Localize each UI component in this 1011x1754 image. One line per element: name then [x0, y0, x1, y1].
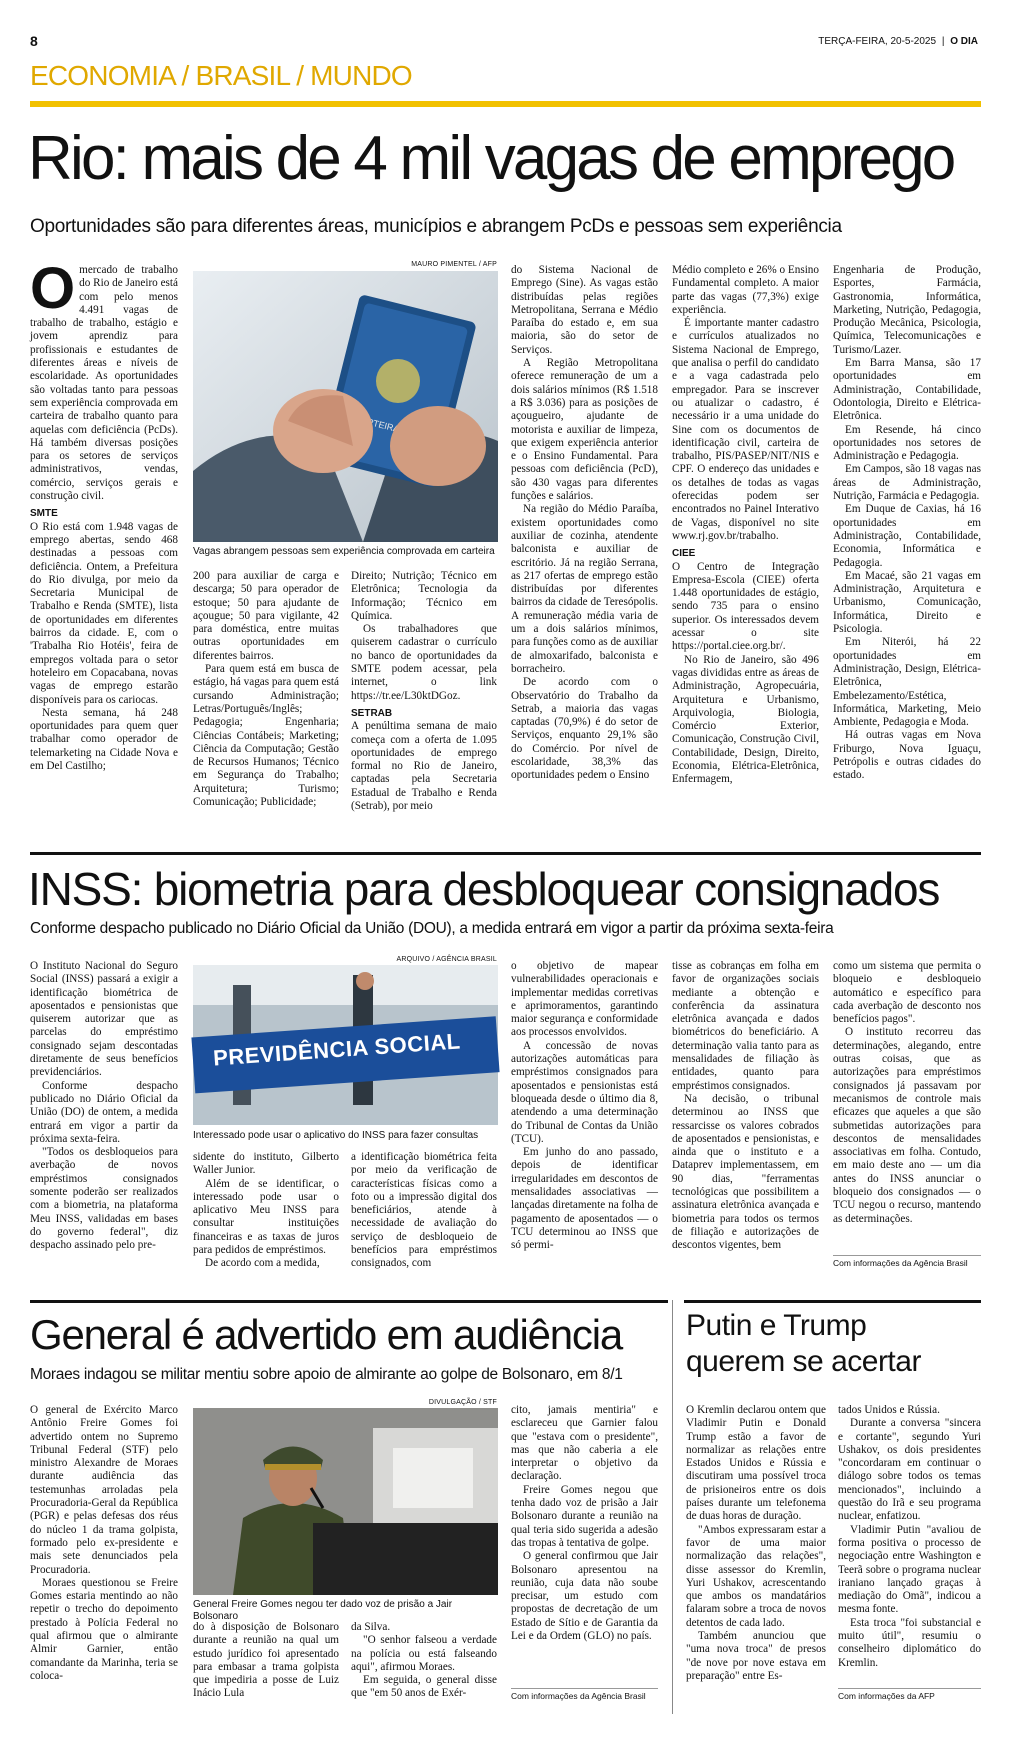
- subhead-ciee: CIEE: [672, 548, 696, 560]
- paragraph: Esta troca "foi substancial e muito útil", resumiu o conselheiro diplomático do Kremlin.: [838, 1616, 981, 1669]
- paragraph: É importante manter cadastro e currículos atualizados no Sistema Nacional de Emprego, que analisa o perfil do candidato e a vaga cadastrada pelo empregador. Para se inscrever ou atualizar o cadastro, é necessário ir a uma unidade do Sine com os documentos de identificação civil, carteira de trabalho, PIS/PASEP/NIT/NIS e CPF. O endereço das unidades e os detalhes de todas as vagas oferecidas podem ser encontrados no Painel Interativo de Vagas, disponível no site www.rj.gov.br/trabalho.: [672, 317, 819, 542]
- paragraph: cito, jamais mentiria" e esclareceu que Garnier falou que "estava com o presidente", mas que não caberia a ele interpretar o objetivo da declaração.: [511, 1404, 658, 1483]
- photo-caption: Interessado pode usar o aplicativo do INSS para fazer consultas: [193, 1130, 479, 1141]
- paragraph: a identificação biométrica feita por meio da verificação de características físicas como a foto ou a impressão digital dos beneficiários, atende à necessidade de avaliação do serviço de desbloqueio de benefícios para empréstimos consignados, com: [351, 1151, 497, 1270]
- paragraph: "Ambos expressaram estar a favor de uma maior normalização das relações", disse assessor do Kremlin, Yuri Ushakov, acrescentando que ambos os mandatários falaram sobre a troca de novos detentos de cada lado.: [686, 1523, 826, 1629]
- paragraph: Em Campos, são 18 vagas nas áreas de Administração, Nutrição, Farmácia e Pedagogia.: [833, 463, 981, 503]
- story-divider: [684, 1300, 981, 1303]
- story1-deck: Oportunidades são para diferentes áreas, municípios e abrangem PcDs e pessoas sem experiência: [30, 216, 842, 237]
- story2-column-2: [193, 1151, 339, 1270]
- paragraph: Freire Gomes negou que tenha dado voz de prisão a Jair Bolsonaro durante a reunião na qual teria sido sugerida a adesão das tropas à tentativa de golpe.: [511, 1483, 658, 1549]
- paragraph: Na decisão, o tribunal determinou ao INSS que ressarcisse os valores cobrados de aposentados e pensionistas, e ainda que o instituto e a Dataprev implementassem, em 90 dias, "ferramentas tecnológicas que possibilitem a assinatura eletrônica avançada e biometria para todos os termos de filiação e autorizações de descontos vigentes, bem: [672, 1092, 819, 1252]
- photo-credit: ARQUIVO / AGÊNCIA BRASIL: [396, 956, 497, 963]
- paragraph: O Instituto Nacional do Seguro Social (INSS) passará a exigir a identificação biométrica de aposentados e pensionistas que quiserem autorizar que as parcelas do empréstimo consignado sejam descontadas diretamente de seus benefícios previdenciários.: [30, 960, 178, 1079]
- paragraph: Em Barra Mansa, são 17 oportunidades em Administração, Contabilidade, Odontologia, Direito e Elétrica-Eletrônica.: [833, 357, 981, 423]
- story4-source: Com informações da AFP: [838, 1688, 981, 1701]
- paragraph: Em junho do ano passado, depois de identificar irregularidades em descontos de mensalidades associativas — lançadas diretamente na folha de pagamento de aposentados — o TCU determinou ao INSS que só permi-: [511, 1146, 658, 1252]
- photo-credit: DIVULGAÇÃO / STF: [428, 1399, 497, 1406]
- paragraph: Também anunciou que "uma nova troca" de presos "de nove por nove estava em preparação" entre Es-: [686, 1630, 826, 1682]
- story4-headline: [686, 1308, 921, 1380]
- paragraph: A penúltima semana de maio começa com a oferta de 1.095 oportunidades de emprego formal no Rio de Janeiro, captadas pela Secretaria Estadual de Trabalho e Renda (Setrab), por meio: [351, 720, 497, 813]
- paragraph: Conforme despacho publicado no Diário Oficial da União (DO) de ontem, a medida entrará em vigor a partir da próxima sexta-feira.: [30, 1079, 178, 1145]
- paragraph: do Sistema Nacional de Emprego (Sine). As vagas estão distribuídas pelas regiões Metropolitana, Serrana e Médio Paraíba do estado e, em sua maioria, são do setor de Serviços.: [511, 264, 658, 356]
- paragraph: A Região Metropolitana oferece remuneração de um a dois salários mínimos (R$ 1.518 a R$ 3.036) para as posições de açougueiro, ajudante de motorista e auxiliar de limpeza, que exigem experiência anterior e o Ensino Fundamental. Para pessoas com deficiência (PcD), são 430 vagas para diferentes funções e salários.: [511, 357, 658, 503]
- story1-column-4: [511, 264, 658, 794]
- previdencia-sign-text: PREVIDÊNCIA SOCIAL: [212, 1028, 462, 1071]
- paragraph: Vladimir Putin "avaliou de forma positiva o processo de negociação entre Washington e Teerã sobre o programa nuclear iraniano lançado graças à mediação do Omã", indicou a mesma fonte.: [838, 1523, 981, 1616]
- story3-deck: Moraes indagou se militar mentiu sobre apoio de almirante ao golpe de Bolsonaro, em 8/1: [30, 1366, 623, 1383]
- paragraph: 200 para auxiliar de carga e descarga; 50 para operador de estoque; 50 para ajudante de açougue; 50 para vigilante, 42 para doméstica, entre muitas outras oportunidades em diferentes bairros.: [193, 570, 339, 662]
- story2-headline: INSS: biometria para desbloquear consignados: [28, 863, 940, 915]
- paragraph: O general de Exército Marco Antônio Freire Gomes foi advertido ontem no Supremo Tribunal Federal (STF) pelo ministro Alexandre de Moraes durante audiência das testemunhas arroladas pela Procuradoria-Geral da República (PGR) e pelas defesas dos réus do núcleo 1 da trama golpista, formado pelo ex-presidente e mais sete denunciados pela Procuradoria.: [30, 1404, 178, 1576]
- story4-column-1: [686, 1404, 826, 1706]
- date-text: TERÇA-FEIRA, 20-5-2025: [818, 36, 937, 47]
- story1-column-5: [672, 264, 819, 794]
- story4-column-2: [838, 1404, 981, 1682]
- paragraph: O Centro de Integração Empresa-Escola (CIEE) oferta 1.448 oportunidades de estágio, sendo 735 para o ensino superior. Os interessados devem acessar o site https://portal.ciee.org.br/.: [672, 560, 819, 653]
- paragraph: o objetivo de mapear vulnerabilidades operacionais e implementar medidas corretivas e aprimoramentos, garantindo maior segurança e conformidade aos processos envolvidos.: [511, 960, 658, 1039]
- story1-headline: Rio: mais de 4 mil vagas de emprego: [28, 124, 954, 193]
- story2-column-5: [672, 960, 819, 1260]
- photo-caption: General Freire Gomes negou ter dado voz de prisão a Jair Bolsonaro: [193, 1599, 453, 1622]
- paragraph: Em Resende, há cinco oportunidades nos setores de Administração e Pedagogia.: [833, 423, 981, 463]
- story1-column-2: [193, 570, 340, 809]
- paragraph: De acordo com a medida,: [205, 1257, 320, 1270]
- story-divider: [30, 852, 981, 855]
- page-date: [818, 36, 978, 47]
- story3-column-4: [511, 1404, 658, 1682]
- story2-deck: Conforme despacho publicado no Diário Oficial da União (DOU), a medida entrará em vigor a partir da próxima sexta-feira: [30, 920, 834, 937]
- paragraph: O Kremlin declarou ontem que Vladimir Putin e Donald Trump estão a favor de normalizar as relações entre Estados Unidos e Rússia e discutiram uma possível troca de prisioneiros entre os dois países durante um telefonema de duas horas de duração.: [686, 1404, 826, 1523]
- subhead-setrab: SETRAB: [351, 707, 393, 719]
- svg-text:CARTEIRA DE TRABALHO: CARTEIRA: [353, 413, 400, 435]
- paragraph: De acordo com o Observatório do Trabalho da Setrab, a maioria das vagas captadas (70,9%) é do setor de Serviços, enquanto 29,1% são do Comércio. Por nível de escolaridade, 38,3% das oportunidades pedem o Ensino: [511, 676, 658, 782]
- story2-source: Com informações da Agência Brasil: [833, 1255, 981, 1268]
- paragraph: Direito; Nutrição; Técnico em Eletrônica; Tecnologia da Informação; Técnico em Química.: [351, 570, 497, 622]
- story3-headline: General é advertido em audiência: [30, 1311, 622, 1358]
- paragraph: Durante a conversa "sincera e cortante", segundo Yuri Ushakov, os dois presidentes "concordaram em continuar o diálogo sobre todos os temas mencionados", incluindo a questão do Irã e seu programa nuclear, enfatizou.: [838, 1417, 981, 1523]
- paragraph: Além de se identificar, o interessado pode usar o aplicativo Meu INSS para consultar instituições financeiras e as taxas de juros para pedidos de empréstimos.: [193, 1177, 339, 1257]
- story-divider: [30, 1300, 668, 1303]
- paragraph: Os trabalhadores que quiserem cadastrar o currículo no banco de oportunidades da SMTE podem acessar, pela internet, o link https://tr.ee/L30ktDGoz.: [351, 623, 497, 702]
- story3-column-1: [30, 1404, 178, 1706]
- section-bar: [30, 101, 981, 107]
- paragraph: Nesta semana, há 248 oportunidades para quem quer trabalhar como operador de telemarketing na Cidade Nova e em Del Castilho;: [30, 706, 178, 772]
- date-separator: |: [941, 36, 945, 47]
- paragraph: A concessão de novas autorizações automáticas para empréstimos consignados para aposentados e pensionistas está bloqueada desde o último dia 8, atendendo a uma determinação do Tribunal de Contas da União (TCU).: [511, 1039, 658, 1145]
- paragraph: tados Unidos e Rússia.: [838, 1404, 940, 1416]
- brand-name: O DIA: [950, 36, 978, 47]
- paragraph: O Rio está com 1.948 vagas de emprego abertas, sendo 468 destinadas a pessoas com deficiência. Ontem, a Prefeitura do Rio divulga, por meio da Secretaria Municipal de Trabalho e Renda (SMTE), lista de oportunidades em diferentes bairros da cidade. E, com o 'Trabalha Rio Hotéis', feira de empregos voltada para o setor hoteleiro em Copacabana, novas vagas de emprego estarão disponíveis para os cariocas.: [30, 520, 178, 706]
- story1-column-1: [30, 256, 178, 794]
- paragraph: Moraes questionou se Freire Gomes estaria mentindo ao não repetir o trecho do depoimento prestado à Polícia Federal no qual afirmou que o almirante Almir Garnier, então comandante da Marinha, teria se coloca-: [30, 1576, 178, 1682]
- story1-lead: mercado de trabalho do Rio de Janeiro está com pelo menos 4.491 vagas de trabalho de trabalho, estágio e jovem aprendiz para profissionais e estudantes de diferentes áreas e níveis de escolaridade. As oportunidades são voltadas tanto para pessoas sem experiência comprovada em carteira de trabalho quanto para aquelas com deficiência (PcDs). Há também diversas posições para os setores de serviços administrativos, vendas, comércio, serviços gerais e construção civil.: [30, 264, 178, 503]
- page-number: 8: [30, 33, 38, 49]
- subhead-smte: SMTE: [30, 508, 58, 520]
- work-booklet-photo: [193, 271, 498, 542]
- paragraph: Há outras vagas em Nova Friburgo, Nova Iguaçu, Petrópolis e outras cidades do estado.: [833, 729, 981, 782]
- story1-column-6: [833, 264, 981, 794]
- paragraph: Em seguida, o general disse que "em 50 anos de Exér-: [351, 1674, 497, 1700]
- paragraph: Em Niterói, há 22 oportunidades em Administração, Design, Elétrica-Eletrônica, Embelezamento/Estética, Informática, Marketing, Meio Ambiente, Pedagogia e Moda.: [833, 636, 981, 729]
- column-divider: [672, 1300, 673, 1714]
- story3-column-3: [351, 1621, 497, 1706]
- paragraph: do à disposição de Bolsonaro durante a reunião na qual um estudo jurídico foi apresentado para embasar a trama golpista que impediria a posse de Luiz Inácio Lula: [193, 1621, 339, 1700]
- general-photo: [193, 1408, 498, 1595]
- paragraph: Médio completo e 26% o Ensino Fundamental completo. A maior parte das vagas (77,3%) exige experiência.: [672, 264, 819, 316]
- paragraph: como um sistema que permita o bloqueio e desbloqueio automático e específico para cada averbação de desconto nos benefícios pagos".: [833, 960, 981, 1026]
- paragraph: No Rio de Janeiro, são 496 vagas divididas entre as áreas de Administração, Agropecuária, Arquitetura e Urbanismo, Arquivologia, Biologia, Comércio Exterior, Comunicação, Construção Civil, Contabilidade, Design, Direito, Economia, Elétrica-Eletrônica, Enfermagem,: [672, 653, 819, 786]
- paragraph: Na região do Médio Paraíba, existem oportunidades como auxiliar de cozinha, atendente balconista e auxiliar de escritório. Já na região Serrana, as 217 ofertas de emprego estão distribuídas por diferentes bairros da cidade de Teresópolis. A remuneração média varia de um a dois salários mínimos, para funções como as de auxiliar de almoxarifado, balconista e borracheiro.: [511, 503, 658, 675]
- story4-headline-line-1: Putin e Trump: [686, 1309, 867, 1342]
- section-title: ECONOMIA / BRASIL / MUNDO: [30, 60, 412, 91]
- story3-column-2: [193, 1621, 339, 1706]
- photo-credit: MAURO PIMENTEL / AFP: [411, 261, 497, 268]
- paragraph: O instituto recorreu das determinações, alegando, entre outras coisas, que as autorizações para empréstimos consignados já passavam por mecanismos de controle mais eficazes que aqueles a que são submetidas autorizações para descontos de mensalidades associativas em folha. Contudo, em maio deste ano — um dia antes do INSS anunciar o bloqueio dos consignados — o TCU negou o recurso, mantendo as determinações.: [833, 1026, 981, 1225]
- paragraph: "Todos os desbloqueios para averbação de novos empréstimos consignados somente poderão ser realizados com a biometria, na plataforma Meu INSS, validadas em bases do governo federal", diz despacho assinado pelo pre-: [30, 1146, 178, 1252]
- paragraph: Em Duque de Caxias, há 16 oportunidades em Administração, Contabilidade, Economia, Informática e Pedagogia.: [833, 503, 981, 569]
- paragraph: Engenharia de Produção, Esportes, Farmácia, Gastronomia, Informática, Marketing, Nutrição, Pedagogia, Produção Mecânica, Psicologia, Química, Telecomunicações e Turismo/Lazer.: [833, 264, 981, 356]
- story3-source: Com informações da Agência Brasil: [511, 1688, 658, 1701]
- photo-caption: Vagas abrangem pessoas sem experiência comprovada em carteira: [193, 546, 495, 557]
- paragraph: tisse as cobranças em folha em favor de organizações sociais mediante a obtenção e conferência da assinatura eletrônica avançada e dados biométricos do beneficiário. A determinação valia tanto para as mensalidades de filiação às entidades, quanto para empréstimos consignados.: [672, 960, 819, 1092]
- paragraph: sidente do instituto, Gilberto Waller Junior.: [193, 1151, 339, 1177]
- paragraph: Em Macaé, são 21 vagas em Administração, Arquitetura e Urbanismo, Comunicação, Informática, Direito e Psicologia.: [833, 569, 981, 636]
- paragraph: da Silva.: [351, 1621, 391, 1633]
- dropcap: O: [30, 256, 76, 321]
- story2-column-3: [351, 1151, 497, 1270]
- story2-column-6: [833, 960, 981, 1250]
- story1-column-3: [351, 570, 497, 813]
- paragraph: Para quem está em busca de estágio, há vagas para quem está cursando Administração; Letras/Português/Inglês; Pedagogia; Engenharia; Ciências Contábeis; Marketing; Ciência da Computação; Gestão de Recursos Humanos; Técnico em Segurança do Trabalho; Arquitetura; Turismo; Comunicação; Publicidade;: [193, 663, 340, 809]
- story2-column-1: [30, 960, 178, 1260]
- story2-column-4: [511, 960, 658, 1260]
- paragraph: O general confirmou que Jair Bolsonaro apresentou na reunião, cuja data não soube precisar, um estudo com propostas de decretação de um Estado de Sítio e de Garantia da Lei e da Ordem (GLO) no país.: [511, 1550, 658, 1643]
- previdencia-sign-photo: [193, 965, 498, 1125]
- paragraph: "O senhor falseou a verdade na polícia ou está falseando aqui", afirmou Moraes.: [351, 1634, 497, 1673]
- story4-headline-line-2: querem se acertar: [686, 1345, 921, 1378]
